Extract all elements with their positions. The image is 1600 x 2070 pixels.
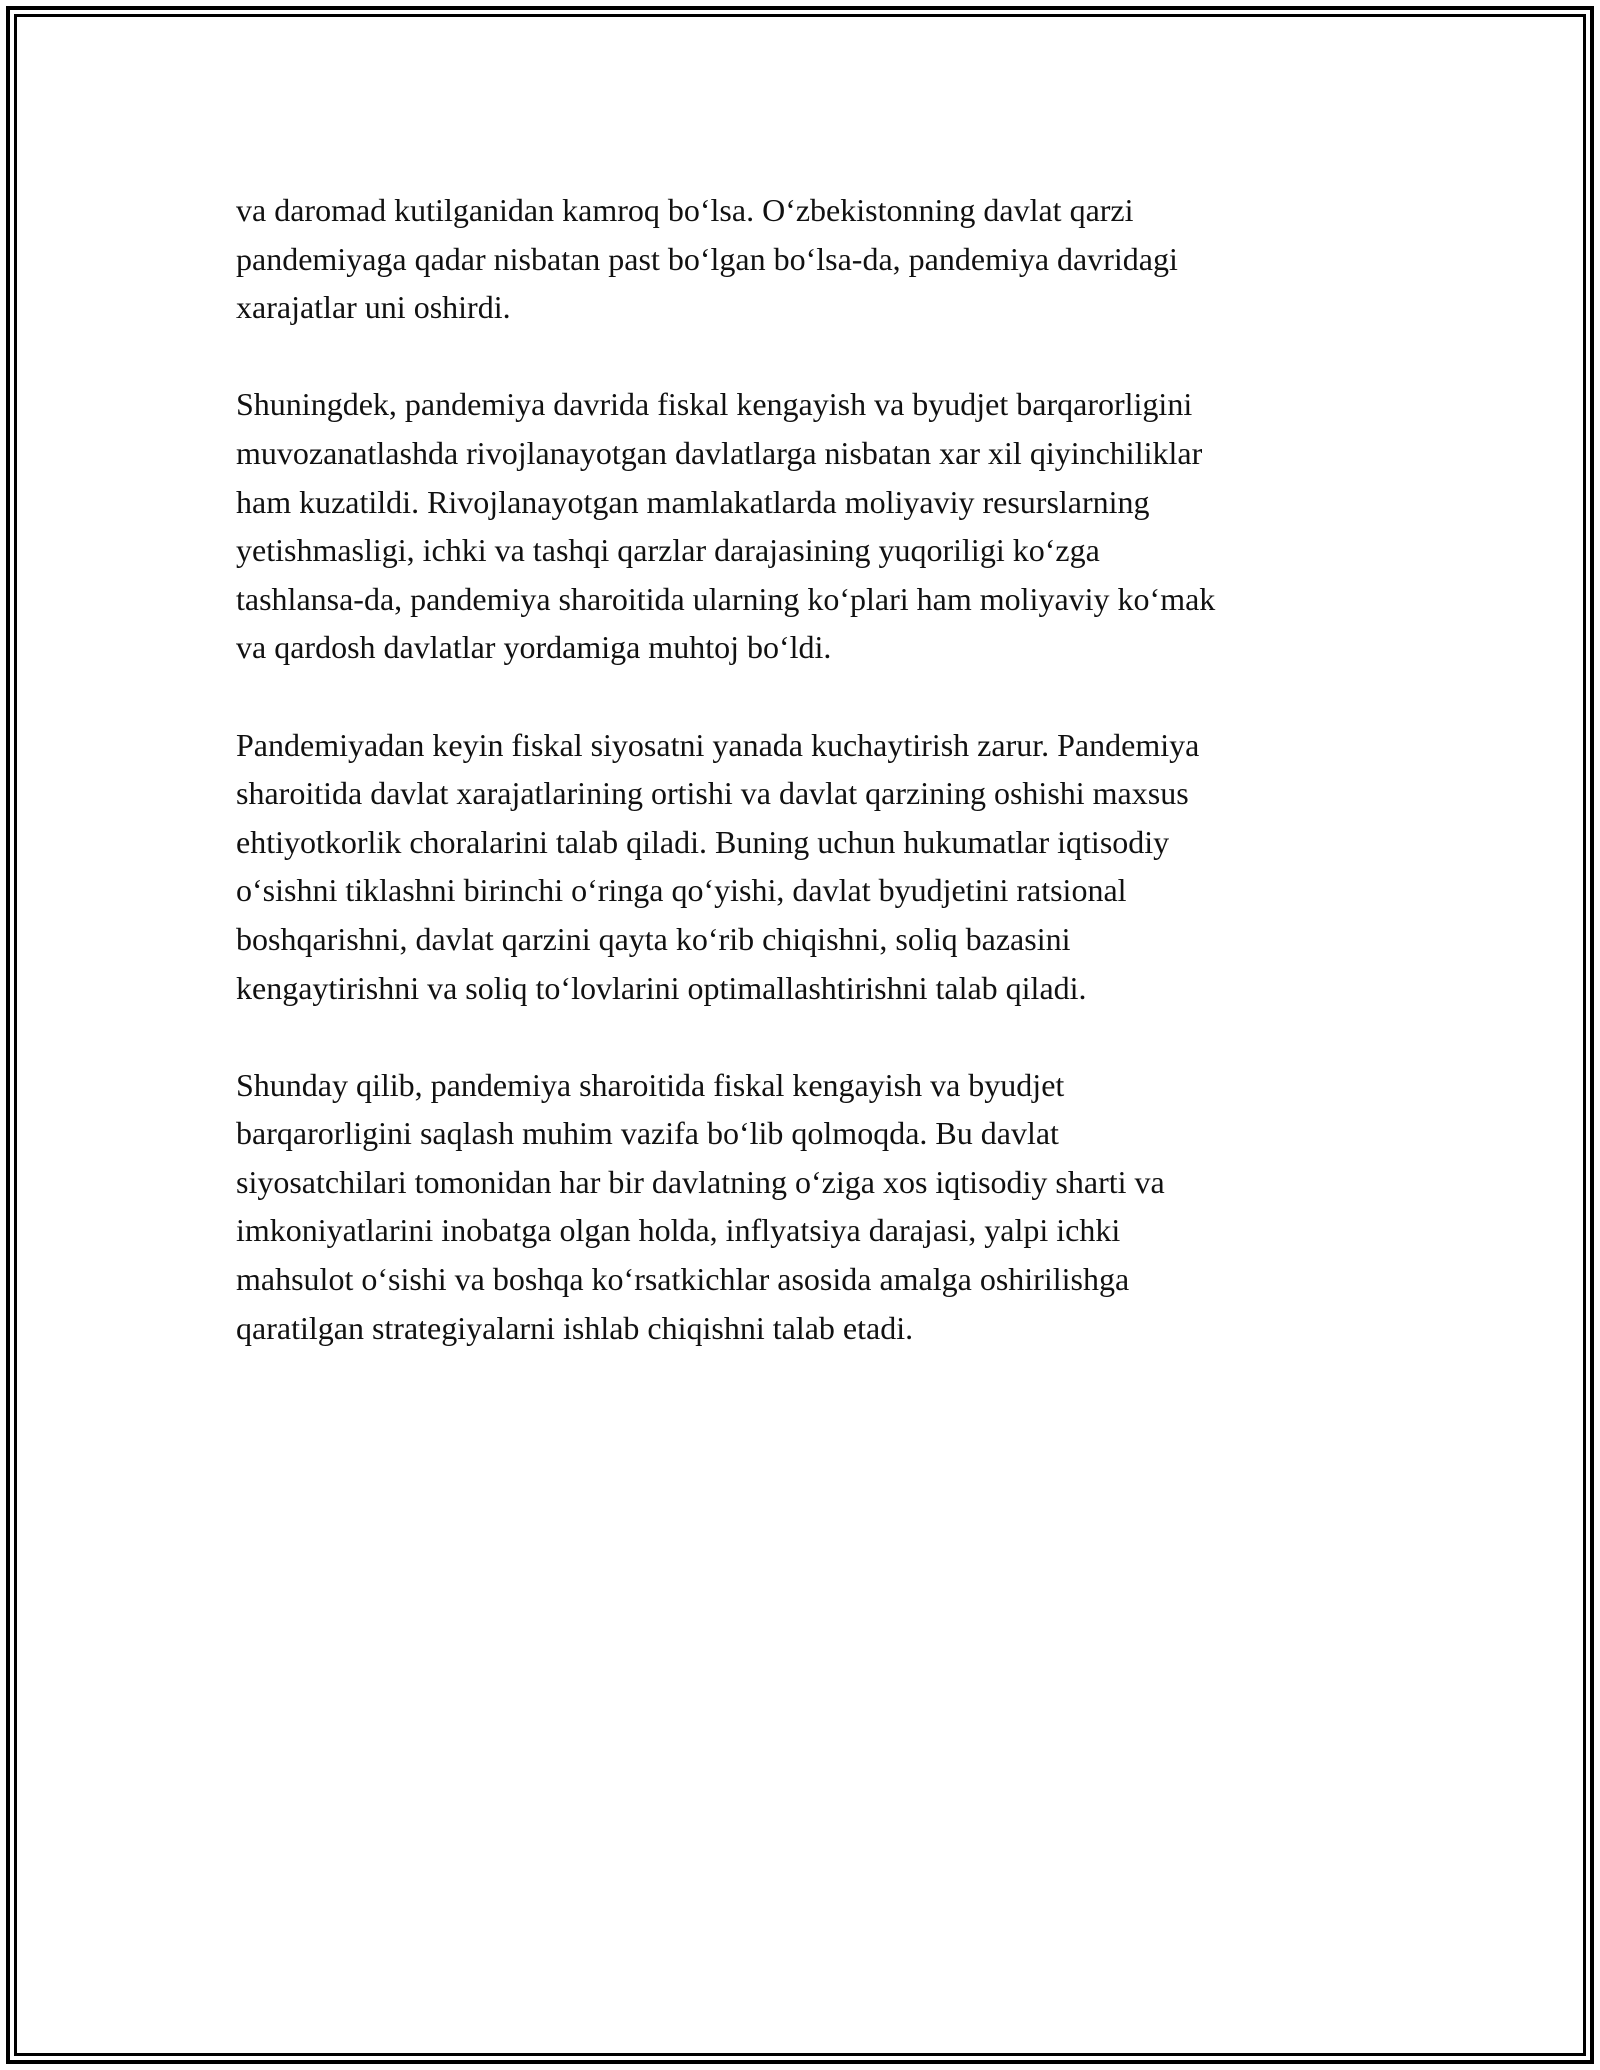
text-line: xarajatlar uni oshirdi. (236, 289, 511, 326)
text-line: Shunday qilib, pandemiya sharoitida fiskal kengayish va byudjet (236, 1066, 1065, 1103)
text-line: tashlansa-da, pandemiya sharoitida ularning ko‘plari ham moliyaviy ko‘mak (236, 580, 1216, 617)
text-line: o‘sishni tiklashni birinchi o‘ringa qo‘yishi, davlat byudjetini ratsional (236, 872, 1127, 909)
document-body (236, 186, 1396, 1401)
paragraph-1 (236, 186, 1396, 332)
text-line: mahsulot o‘sishi va boshqa ko‘rsatkichlar asosida amalga oshirilishga (236, 1261, 1130, 1298)
text-line: Shuningdek, pandemiya davrida fiskal kengayish va byudjet barqarorligini (236, 386, 1193, 423)
paragraph-2 (236, 380, 1396, 672)
text-line: sharoitida davlat xarajatlarining ortishi va davlat qarzining oshishi maxsus (236, 775, 1189, 812)
text-line: ham kuzatildi. Rivojlanayotgan mamlakatlarda moliyaviy resurslarning (236, 483, 1150, 520)
text-line: ehtiyotkorlik choralarini talab qiladi. Buning uchun hukumatlar iqtisodiy (236, 823, 1170, 860)
text-line: pandemiyaga qadar nisbatan past bo‘lgan bo‘lsa-da, pandemiya davridagi (236, 240, 1178, 277)
text-line: Pandemiyadan keyin fiskal siyosatni yanada kuchaytirish zarur. Pandemiya (236, 726, 1200, 763)
text-line: barqarorligini saqlash muhim vazifa bo‘lib qolmoqda. Bu davlat (236, 1115, 1059, 1152)
text-line: boshqarishni, davlat qarzini qayta ko‘rib chiqishni, soliq bazasini (236, 920, 1071, 957)
text-line: siyosatchilari tomonidan har bir davlatning o‘ziga xos iqtisodiy sharti va (236, 1163, 1165, 1200)
text-line: muvozanatlashda rivojlanayotgan davlatlarga nisbatan xar xil qiyinchiliklar (236, 434, 1203, 471)
paragraph-3 (236, 721, 1396, 1013)
text-line: qaratilgan strategiyalarni ishlab chiqishni talab etadi. (236, 1309, 914, 1346)
text-line: va qardosh davlatlar yordamiga muhtoj bo‘ldi. (236, 629, 832, 666)
text-line: imkoniyatlarini inobatga olgan holda, inflyatsiya darajasi, yalpi ichki (236, 1212, 1121, 1249)
text-line: va daromad kutilganidan kamroq bo‘lsa. O‘zbekistonning davlat qarzi (236, 192, 1134, 228)
text-line: kengaytirishni va soliq to‘lovlarini optimallashtirishni talab qiladi. (236, 969, 1087, 1006)
paragraph-4 (236, 1061, 1396, 1353)
text-line: yetishmasligi, ichki va tashqi qarzlar darajasining yuqoriligi ko‘zga (236, 532, 1100, 569)
